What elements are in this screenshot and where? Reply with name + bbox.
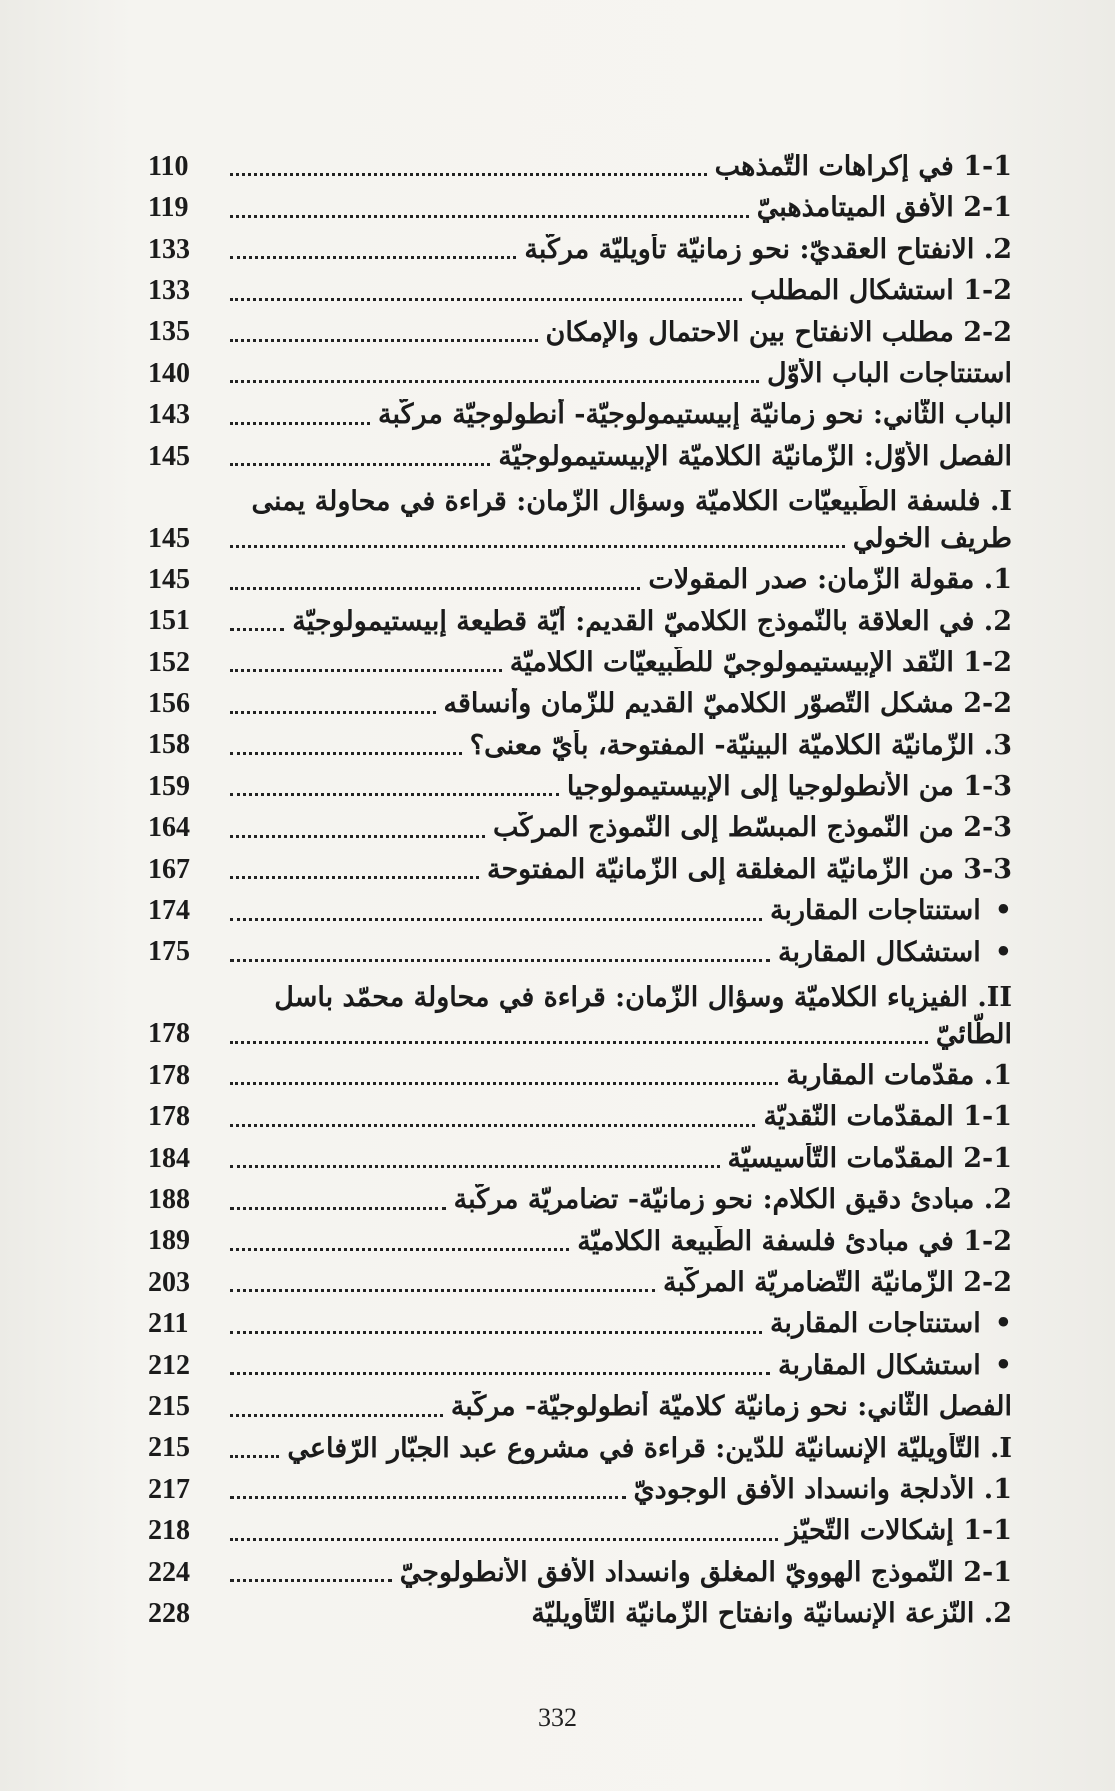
- dot-leader: [230, 1165, 720, 1168]
- dot-leader: [230, 298, 742, 301]
- dot-leader: [230, 256, 516, 259]
- toc-title: استنتاجات المقاربة: [769, 895, 981, 927]
- toc-title: الفصل الأوّل: الزّمانيّة الكلاميّة الإبيستيمولوجيّة: [498, 440, 1012, 472]
- toc-page-number: 140: [148, 357, 190, 389]
- toc-row: [148, 308, 1012, 349]
- toc-row: [148, 1548, 1012, 1589]
- toc-title-continued: طريف الخولي: [852, 522, 1012, 554]
- toc-row: [148, 638, 1012, 679]
- page-number: 332: [538, 1703, 577, 1732]
- toc-row: [148, 142, 1012, 183]
- toc-page-number: 143: [148, 399, 190, 431]
- bullet-icon: •: [994, 1308, 1012, 1340]
- dot-leader: [230, 1041, 928, 1044]
- toc-title: 2. مبادئ دقيق الكلام: نحو زمانيّة- تضامريّة مركّبة: [453, 1184, 1012, 1216]
- dot-leader: [230, 173, 707, 176]
- dot-leader: [230, 959, 770, 962]
- toc-page-number: 215: [148, 1390, 190, 1422]
- dot-leader: [230, 669, 502, 672]
- dot-leader: [230, 1124, 755, 1127]
- toc-row: [148, 1175, 1012, 1216]
- toc-title: 1-1 في إكراهات التّمذهب: [714, 151, 1012, 182]
- toc-title: استنتاجات الباب الأوّل: [766, 357, 1012, 389]
- toc-page-number: 145: [148, 563, 190, 595]
- dot-leader: [230, 1455, 279, 1458]
- toc-title: 2-3 من النّموذج المبسّط إلى النّموذج المركّب: [492, 812, 1012, 844]
- toc-row: [148, 432, 1012, 473]
- toc-row: [148, 1506, 1012, 1547]
- dot-leader: [230, 587, 640, 590]
- dot-leader: [230, 1372, 770, 1375]
- toc-row: [148, 928, 1012, 969]
- toc-page-number: 175: [148, 936, 190, 968]
- toc-page-number: 212: [148, 1349, 190, 1381]
- toc-row: [148, 597, 1012, 638]
- dot-leader: [230, 215, 749, 218]
- toc-page-number: 184: [148, 1142, 190, 1174]
- toc-page-number: 135: [148, 316, 190, 348]
- toc-page-number: 224: [148, 1556, 190, 1588]
- toc-title: 1-2 في مبادئ فلسفة الطّبيعة الكلاميّة: [577, 1225, 1012, 1257]
- dot-leader: [230, 1331, 762, 1334]
- toc-page-number: 178: [148, 1018, 190, 1050]
- toc-page-number: 217: [148, 1473, 190, 1505]
- toc-row: [148, 1465, 1012, 1506]
- toc-page-number: 145: [148, 522, 190, 554]
- table-of-contents: [148, 142, 1012, 1631]
- dot-leader: [230, 876, 479, 879]
- toc-row: [148, 555, 1012, 596]
- toc-title: 1. مقولة الزّمان: صدر المقولات: [648, 564, 1012, 596]
- dot-leader: [230, 545, 845, 548]
- toc-page-number: 164: [148, 812, 190, 844]
- toc-row: [148, 886, 1012, 927]
- dot-leader: [230, 463, 490, 466]
- toc-row: [148, 721, 1012, 762]
- toc-row: [148, 349, 1012, 390]
- toc-row: [148, 969, 1012, 1051]
- toc-title: 1-1 المقدّمات النّقديّة: [763, 1101, 1012, 1133]
- toc-page-number: 119: [148, 192, 189, 224]
- toc-row: [148, 1341, 1012, 1382]
- toc-page-number: 110: [148, 150, 189, 182]
- toc-title: الباب الثّاني: نحو زمانيّة إبيستيمولوجيّة- أنطولوجيّة مركّبة: [378, 399, 1012, 431]
- toc-title: 2-1 النّموذج الهوويّ المغلق وانسداد الأفق الأنطولوجيّ: [399, 1556, 1012, 1588]
- dot-leader: [230, 1082, 778, 1085]
- toc-title: 2-2 مشكل التّصوّر الكلاميّ القديم للزّمان وأنساقه: [443, 688, 1012, 720]
- dot-leader: [230, 918, 762, 921]
- dot-leader: [230, 793, 559, 796]
- toc-row: [148, 473, 1012, 555]
- toc-row: [148, 183, 1012, 224]
- toc-row: [148, 1134, 1012, 1175]
- toc-page-number: 133: [148, 274, 190, 306]
- toc-row: [148, 1051, 1012, 1092]
- toc-page-number: 151: [148, 605, 190, 637]
- toc-title: II. الفيزياء الكلاميّة وسؤال الزّمان: قراءة في محاولة محمّد باسل: [274, 982, 1012, 1014]
- toc-page-number: 152: [148, 646, 190, 678]
- toc-page-number: 158: [148, 729, 190, 761]
- toc-page-number: 178: [148, 1101, 190, 1133]
- toc-row: [148, 266, 1012, 307]
- toc-page-number: 228: [148, 1597, 190, 1629]
- toc-title: 2. النّزعة الإنسانيّة وانفتاح الزّمانيّة التّأويليّة: [531, 1598, 1012, 1630]
- toc-row: [148, 803, 1012, 844]
- toc-page-number: 218: [148, 1515, 190, 1547]
- toc-title: استنتاجات المقاربة: [769, 1308, 981, 1340]
- dot-leader: [230, 422, 370, 425]
- toc-row: [148, 762, 1012, 803]
- toc-page-number: 203: [148, 1266, 190, 1298]
- dot-leader: [230, 1496, 626, 1499]
- toc-title: 2-1 الأفق الميتامذهبيّ: [756, 192, 1012, 224]
- toc-title: 1-1 إشكالات التّحيّز: [785, 1515, 1012, 1547]
- toc-row: [148, 845, 1012, 886]
- toc-title: 2-1 المقدّمات التّأسيسيّة: [727, 1142, 1012, 1174]
- toc-row: [148, 1258, 1012, 1299]
- dot-leader: [230, 1207, 446, 1210]
- bullet-icon: •: [994, 895, 1012, 927]
- toc-row: [148, 1589, 1012, 1630]
- dot-leader: [230, 1538, 778, 1541]
- dot-leader: [230, 752, 462, 755]
- dot-leader: [230, 1414, 443, 1417]
- toc-page-number: 145: [148, 440, 190, 472]
- toc-page-number: 189: [148, 1225, 190, 1257]
- toc-title: 1. مقدّمات المقاربة: [786, 1060, 1012, 1092]
- dot-leader: [230, 1248, 569, 1251]
- toc-row: [148, 225, 1012, 266]
- toc-title: 2-2 الزّمانيّة التّضامريّة المركّبة: [662, 1266, 1012, 1298]
- toc-title: I. التّأويليّة الإنسانيّة للدّين: قراءة في مشروع عبد الجبّار الرّفاعي: [287, 1432, 1012, 1464]
- toc-title: 1-3 من الأنطولوجيا إلى الإبيستيمولوجيا: [566, 771, 1012, 803]
- toc-page-number: 211: [148, 1308, 189, 1340]
- bullet-icon: •: [994, 1349, 1012, 1381]
- dot-leader: [230, 1579, 392, 1582]
- toc-page-number: 156: [148, 688, 190, 720]
- toc-title: 1-2 النّقد الإبيستيمولوجيّ للطّبيعيّات الكلاميّة: [509, 646, 1012, 678]
- toc-title: استشكال المقاربة: [777, 936, 981, 968]
- bullet-icon: •: [994, 936, 1012, 968]
- dot-leader: [230, 835, 485, 838]
- toc-row: [148, 1299, 1012, 1340]
- toc-page-number: 215: [148, 1432, 190, 1464]
- toc-title: 3-3 من الزّمانيّة المغلقة إلى الزّمانيّة المفتوحة: [486, 853, 1012, 885]
- toc-title-continued: الطّائيّ: [935, 1018, 1012, 1050]
- toc-row: [148, 1382, 1012, 1423]
- dot-leader: [230, 628, 284, 631]
- toc-page-number: 188: [148, 1184, 190, 1215]
- toc-row: [148, 1092, 1012, 1133]
- dot-leader: [230, 1289, 655, 1292]
- toc-row: [148, 1217, 1012, 1258]
- toc-page-number: 174: [148, 895, 190, 927]
- toc-row: [148, 1424, 1012, 1465]
- toc-page-number: 167: [148, 853, 190, 885]
- toc-title: I. فلسفة الطّبيعيّات الكلاميّة وسؤال الزّمان: قراءة في محاولة يمنى: [251, 486, 1012, 518]
- dot-leader: [230, 339, 538, 342]
- toc-title: 1-2 استشكال المطلب: [750, 275, 1012, 307]
- toc-row: [148, 390, 1012, 431]
- toc-page-number: 178: [148, 1059, 190, 1091]
- dot-leader: [230, 380, 759, 383]
- toc-title: 3. الزّمانيّة الكلاميّة البينيّة- المفتوحة، بأيّ معنى؟: [469, 729, 1012, 761]
- toc-title: استشكال المقاربة: [777, 1349, 981, 1381]
- toc-title: 1. الأدلجة وانسداد الأفق الوجوديّ: [633, 1473, 1012, 1505]
- toc-title: الفصل الثّاني: نحو زمانيّة كلاميّة أنطولوجيّة- مركّبة: [450, 1391, 1012, 1423]
- toc-row: [148, 679, 1012, 720]
- toc-page-number: 133: [148, 233, 190, 265]
- toc-page-number: 159: [148, 770, 190, 802]
- toc-title: 2. الانفتاح العقديّ: نحو زمانيّة تأويليّة مركّبة: [524, 233, 1012, 265]
- toc-title: 2-2 مطلب الانفتاح بين الاحتمال والإمكان: [545, 316, 1012, 348]
- toc-title: 2. في العلاقة بالنّموذج الكلاميّ القديم: أيّة قطيعة إبيستيمولوجيّة: [292, 605, 1012, 637]
- dot-leader: [230, 711, 436, 714]
